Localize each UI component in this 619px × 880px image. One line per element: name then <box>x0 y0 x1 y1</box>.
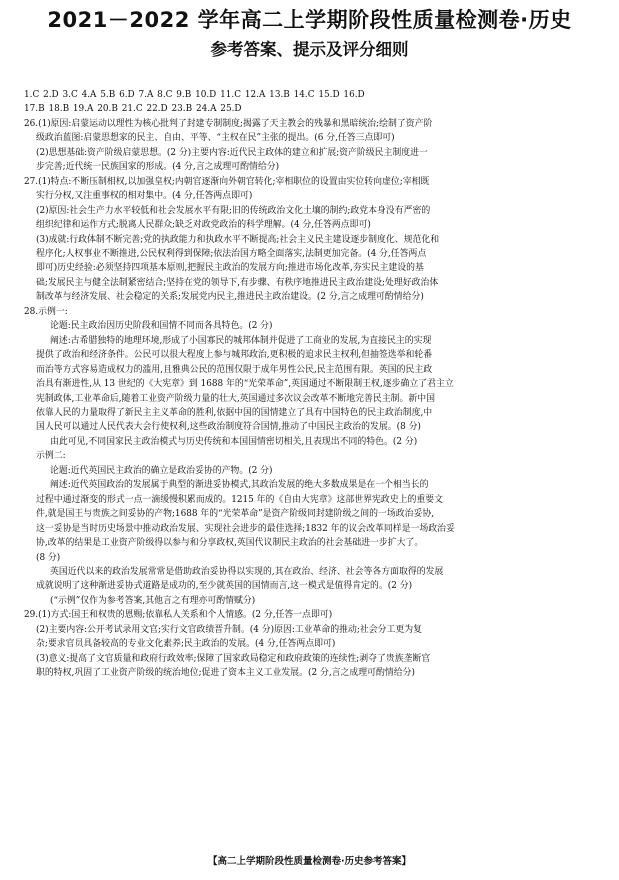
q28-note: (“示例”仅作为参考答案,其他言之有理亦可酌情赋分) <box>50 595 256 606</box>
q28-argument-line: 过程中通过渐变的形式一点一滴缓慢积累而成的。1215 年的《自由大宪章》这部世界宪政史上的重要文 <box>36 494 444 505</box>
mc-answers-line-1: 1.C 2.D 3.C 4.A 5.B 6.D 7.A 8.C 9.B 10.D 11.C 12.A 13.B 14.C 15.D 16.D <box>24 90 365 100</box>
q29-line: (3)意义:提高了文官质量和政府行政效率;保障了国家政局稳定和政府政策的连续性;剥夺了贵族垄断官 <box>36 653 431 664</box>
q28-argument-line: 国人民可以通过人民代表大会行使权利,这些政治制度符合国情,推动了中国民主政治的发展。(8 分) <box>36 422 421 433</box>
q27-line: 实行分权,又注重事权的相对集中。(4 分,任答两点即可) <box>36 191 253 202</box>
q27-line: 制改革与经济发展、社会稳定的关系;发展党内民主,推进民主政治建设。(2 分,言之成理可酌情给分) <box>36 292 424 303</box>
q29-line: (2)主要内容:公开考试录用文官;实行文官政绩晋升制。(4 分)原因:工业革命的推动;社会分工更为复 <box>36 624 423 635</box>
q26-line: (2)思想基础:资产阶级启蒙思想。(2 分)主要内容:近代民主政体的建立和扩展;资产阶级民主制度进一 <box>36 147 428 158</box>
q26-line: 26.(1)原因:启蒙运动以理性为核心批判了封建专制制度;揭露了天主教会的残暴和黑暗统治;绘制了资产阶 <box>24 118 433 129</box>
q28-example-1-label: 28.示例一: <box>24 306 68 317</box>
q27-line: 27.(1)特点:不断压制相权,以加强皇权;内朝官逐渐向外朝官转化;宰相职位的设置由实位转向虚位;宰相既 <box>24 176 430 187</box>
q29-line: 职的特权,巩固了工业资产阶级的统治地位;促进了资本主义工业发展。(2 分,言之成理可酌情给分) <box>36 668 416 679</box>
q28-argument-line: 协,改革的结果是工业资产阶级得以参与和分享政权,英国代议制民主政治的社会基础进一步扩大了。 <box>36 538 424 549</box>
q28-example-2-label: 示例二: <box>36 451 66 462</box>
q28-argument-line: 治具有渐进性,从 13 世纪的《大宪章》到 1688 年的“光荣革命”,英国通过不断限制王权,逐步确立了君主立 <box>36 379 454 390</box>
page-subtitle: 参考答案、提示及评分细则 <box>210 40 409 59</box>
q26-line: 级政治蓝图:启蒙思想家的民主、自由、平等、“主权在民”主张的提出。(6 分,任答三点即可) <box>36 133 395 144</box>
q28-argument-line: 这一妥协是当时历史场景中推动政治发展、实现社会进步的最佳选择;1832 年的议会改革同样是一场政治妥 <box>36 523 455 534</box>
q28-conclusion: 英国近代以来的政治发展常常是借助政治妥协得以实现的,其在政治、经济、社会等各方面取得的发展 <box>50 566 444 577</box>
q28-thesis: 论题:民主政治因历史阶段和国情不同而各具特色。(2 分) <box>50 321 273 332</box>
q28-argument-line: (8 分) <box>36 552 61 563</box>
q28-thesis: 论题:近代英国民主政治的确立是政治妥协的产物。(2 分) <box>50 465 273 476</box>
q28-argument-line: 阐述:古希腊独特的地理环境,形成了小国寡民的城邦体制并促进了工商业的发展,为直接民主的实现 <box>50 335 432 346</box>
q28-argument-line: 依靠人民的力量取得了新民主主义革命的胜利,依据中国的国情建立了具有中国特色的民主政治制度,中 <box>36 407 433 418</box>
q27-line: (3)成就:行政体制不断完善;党的执政能力和执政水平不断提高;社会主义民主建设逐步制度化、规范化和 <box>36 234 440 245</box>
q28-argument-line: 件,就是国王与贵族之间妥协的产物;1688 年的“光荣革命”是资产阶级同封建阶级之间的一场政治妥协, <box>36 509 435 520</box>
mc-answers-line-2: 17.B 18.B 19.A 20.B 21.C 22.D 23.B 24.A 25.D <box>24 104 242 115</box>
page-footer: 【高二上学期阶段性质量检测卷·历史参考答案】 <box>207 856 412 867</box>
q28-argument-line: 宪制政体,工业革命后,随着工业资产阶级力量的壮大,英国通过多次议会改革不断地完善民主制。新中国 <box>36 393 435 404</box>
q28-conclusion: 成就说明了这种渐进妥协式道路是成功的,至少就英国的国情而言,这一模式是值得肯定的。(2 分) <box>36 581 413 592</box>
page-title: 2021－2022 学年高二上学期阶段性质量检测卷·历史 <box>47 8 572 32</box>
q28-argument-line: 而治等方式容易造成权力的滥用,且雅典公民的范围仅限于成年男性公民,民主范围有限。英国的民主政 <box>36 364 433 375</box>
q28-conclusion: 由此可见,不同国家民主政治模式与历史传统和本国国情密切相关,且表现出不同的特色。(2 分) <box>50 436 418 447</box>
q27-line: 础;发展民主与健全法制紧密结合;坚持在党的领导下,有步骤、有秩序地推进民主政治建设;处理好政治体 <box>36 277 439 288</box>
q27-line: 即可)历史经验:必须坚持四项基本原则,把握民主政治的发展方向;推进市场化改革,夯实民主建设的基 <box>36 263 424 274</box>
q29-line: 29.(1)方式:国王和权贵的恩赐;依靠私人关系和个人情感。(2 分,任答一点即可) <box>24 610 333 621</box>
q27-line: (2)原因:社会生产力水平较低和社会发展水平有限;旧的传统政治文化土壤的制约;政党本身没有严密的 <box>36 205 431 216</box>
q29-line: 杂;要求官员具备较高的专业文化素养;民主政治的发展。(4 分,任答两点即可) <box>36 639 336 650</box>
q27-line: 组织纪律和运作方式;脱离人民群众;缺乏对政党政治的科学理解。(4 分,任答两点即可) <box>36 220 371 231</box>
q26-line: 步完善;近代统一民族国家的形成。(4 分,言之成理可酌情给分) <box>36 162 280 173</box>
q27-line: 程序化;人权事业不断推进,公民权利得到保障;依法治国方略全面落实,法制更加完备。(4 分,任答两点 <box>36 248 427 259</box>
q28-argument-line: 提供了政治和经济条件。公民可以很大程度上参与城邦政治,更积极的追求民主权利,但抽签选举和轮番 <box>36 350 433 361</box>
q28-argument-line: 阐述:近代英国政治的发展属于典型的渐进妥协模式,其政治发展的绝大多数成果是在一个相当长的 <box>50 480 429 491</box>
answer-body <box>24 88 595 681</box>
